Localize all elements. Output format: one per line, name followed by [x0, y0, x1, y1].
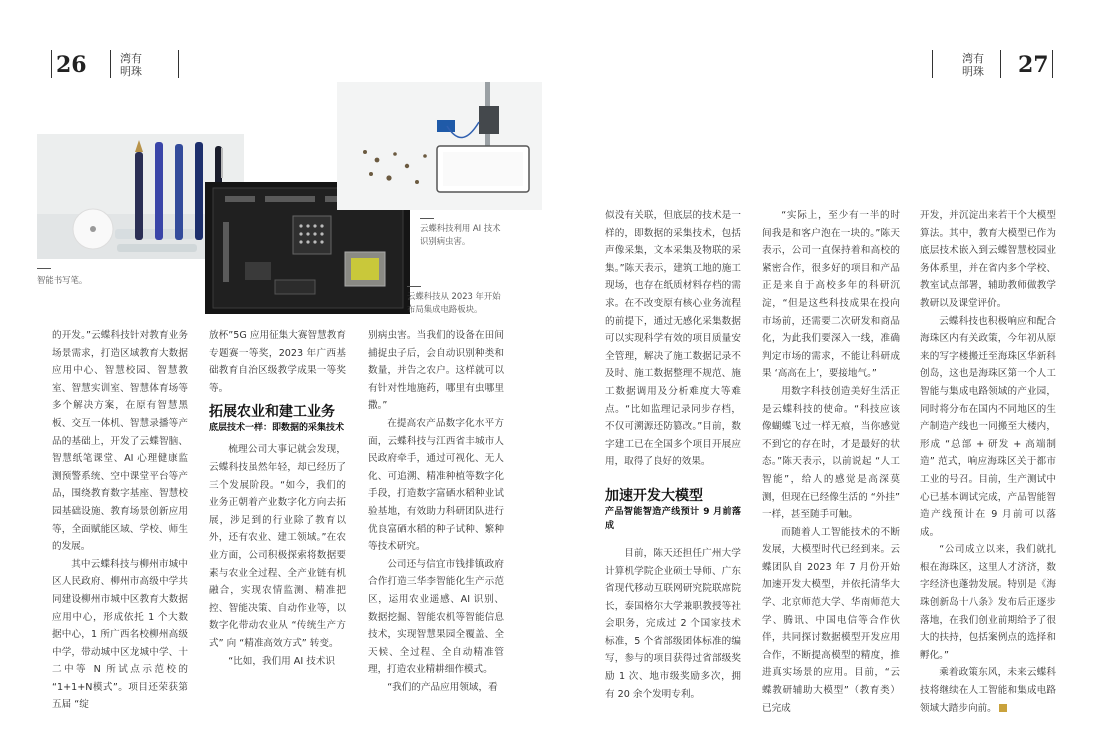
article-column-3	[368, 327, 504, 696]
header-divider	[1052, 50, 1053, 78]
section-title-left	[120, 52, 142, 78]
left-page-number: 26	[56, 52, 87, 78]
header-divider	[178, 50, 179, 78]
paragraph: 开发，并沉淀出来若干个大模型算法。其中，教育大模型已作为底层技术嵌入到云蝶智慧校园业务体系里，并在省内多个学校、教室试点部署，辅助教师做教学教研以及课堂评价。	[920, 210, 1056, 309]
insect-caption: 云蝶科技利用 AI 技术识别病虫害。	[420, 223, 501, 246]
article-column-1	[52, 327, 188, 714]
section-title-line: 明珠	[120, 65, 142, 78]
header-divider	[51, 50, 52, 78]
paragraph: 放杯”5G 应用征集大赛智慧教育专题赛一等奖，2023 年广西基础教育自治区级教学成果一等奖等。	[209, 330, 346, 394]
caption-marker	[37, 268, 51, 269]
section-subheading: 底层技术一样：即数据的采集技术	[209, 423, 345, 434]
header-divider	[1000, 50, 1001, 78]
pens-caption: 智能书写笔。	[37, 275, 88, 285]
section-title-line: 明珠	[962, 65, 984, 78]
board-caption: 云蝶科技从 2023 年开始布局集成电路板块。	[407, 291, 501, 314]
paragraph: 云蝶科技也积极响应和配合海珠区内有关政策，今年初从原来的写字楼搬迁至海珠区华新科创岛，这也是海珠区第一个人工智能与集成电路领域的产业园，同时将分布在国内不同地区的生产制造产线也一同搬至大楼内，形成 “总部 + 研发 + 高端制造” 范式，响应海珠区关于都市工业的号召。目前，生产测试中心已基本调试完成，产品智能智造产线预计在 9 月前可以落成。	[920, 315, 1056, 538]
section-heading: 拓展农业和建工业务	[209, 404, 335, 421]
paragraph: “我们的产品应用领域，看	[387, 681, 498, 693]
paragraph: “比如，我们用 AI 技术识	[228, 655, 335, 667]
section-subheading: 产品智能智造产线预计 9 月前落成	[605, 506, 741, 531]
section-title-line: 湾有	[120, 52, 142, 65]
end-mark-icon	[999, 704, 1007, 712]
paragraph: 在提高农产品数字化水平方面，云蝶科技与江西省丰城市人民政府牵手，通过可视化、无人化、可追溯、精准种植等数字化手段，打造数字富硒水稻种业试验基地，有效助力科研团队进行优良富硒水稻的种子试种、繁种等技术研究。	[368, 417, 504, 553]
caption-marker	[420, 218, 434, 219]
paragraph: 其中云蝶科技与柳州市城中区人民政府、柳州市高级中学共同建设柳州市城中区教育大数据应用中心，形成依托 1 个大数据中心，1 所广西名校柳州高级中学，带动城中区龙城中学、十二中等 N 所试点示范校的 “1+1+N模式”。项目还荣获第五届 “绽	[52, 558, 188, 711]
section-title-right	[962, 52, 984, 78]
insect-detection-device-photo	[337, 82, 542, 210]
paragraph: 目前，陈天还担任广州大学计算机学院企业硕士导师、广东省现代移动互联网研究院联席院长，泰国格尔大学兼职教授等社会职务，完成过 2 个国家技术标准，5 个省部级团体标准的编写，参与的项目获得过省部级奖励 1 次、地市级奖励多次，拥有 20 余个发明专利。	[605, 547, 741, 700]
article-column-2	[209, 327, 346, 670]
paragraph: 用数字科技创造美好生活正是云蝶科技的使命。“科技应该像蝴蝶飞过一样无痕，当你感觉不到它的存在时，才是最好的状态。”陈天表示，以前说起 “人工智能”，给人的感觉是高深莫测，但现在已经像生活的 “外挂” 一样，甚至随手可触。	[762, 385, 900, 521]
article-column-6	[920, 207, 1056, 717]
caption-marker	[407, 286, 421, 287]
paragraph: 而随着人工智能技术的不断发展，大模型时代已经到来。云蝶团队自 2023 年 7 月份开始加速开发大模型，并依托清华大学、北京师范大学、华南师范大学、腾讯、中国电信等合作伙伴，共同探讨数据模型开发应用合作，不断提高模型的精度，推进真实场景的应用。目前，“云蝶教研辅助大模型”（教育类）已完成	[762, 526, 900, 714]
paragraph: 似没有关联，但底层的技术是一样的，即数据的采集技术，包括声像采集，文本采集及物联的采集。”陈天表示，建筑工地的施工现场，也存在纸质材料存档的需求。在不改变原有核心业务流程的前提下，通过无感化采集数据可以实现科学有效的项目质量安全管理，解决了施工数据记录不及时、施工数据整理不规范、施工数据调用及分析难度大等难点。“比如监理记录同步存档，不仅可溯源还防篡改。”目前，数字建工已在全国多个项目开展应用，取得了良好的效果。	[605, 210, 741, 468]
paragraph: “公司成立以来，我们就扎根在海珠区，这里人才济济，数字经济也蓬勃发展。特别是《海珠创新岛十八条》发布后正逐步落地，在我们创业前期给予了很大的扶持，包括案例点的选择和孵化。”	[920, 544, 1056, 661]
section-title-line: 湾有	[962, 52, 984, 65]
right-page-number: 27	[1018, 52, 1049, 78]
section-heading: 加速开发大模型	[605, 487, 703, 504]
paragraph: 的开发。”云蝶科技针对教育业务场景需求，打造区域教育大数据应用中心、智慧校园、智慧教室、智慧实训室、智慧体育场等多个解决方案，在原有智慧黑板、交互一体机、智慧录播等产品的基础上，开发了云蝶智脑、智慧纸笔课堂、AI 心理健康监测预警系统、空中课堂平台等产品，围绕教育数字基座、智慧校园基础设施、教育场景创新应用等，全面赋能区域、学校、师生的发展。	[52, 330, 188, 553]
paragraph: “实际上，至少有一半的时间我是和客户泡在一块的。”陈天表示，公司一直保持着和高校的紧密合作，很多好的项目和产品正是来自于高校多年的科研沉淀，“但是这些科技成果在投向市场前，还需要二次研发和商品化，为此我们要深入一线，准确判定市场的需求，不能让科研成果 ‘高高在上’，要接地气。”	[762, 210, 900, 380]
header-divider	[110, 50, 111, 78]
article-column-5	[762, 207, 900, 717]
paragraph: 公司还与信宜市钱排镇政府合作打造三华李智能化生产示范区，运用农业遥感、AI 识别、数据挖掘、智能农机等智能信息技术，实现智慧果园全覆盖、全天候、全过程、全自动精准管理，打造农业精耕细作模式。	[368, 558, 504, 676]
paragraph: 乘着政策东风，未来云蝶科技将继续在人工智能和集成电路领域大踏步向前。	[920, 667, 1056, 714]
paragraph: 别病虫害。当我们的设备在田间捕捉虫子后，会自动识别种类和数量，并告之农户。这样就可以有针对性地施药，哪里有虫哪里撒。”	[368, 330, 504, 412]
paragraph: 梳理公司大事记就会发现，云蝶科技虽然年轻，却已经历了三个发展阶段。“如今，我们的业务正朝着产业数字化方向去拓展，涉足到的行业除了教育以外，还有农业、建工领域。”在农业方面，公司积极探索将数据要素与农业全过程、全产业链有机融合，实现农情监测、精准把控、智能决策、自动作业等，以数字化带动农业从 “传统生产方式” 向 “精准高效方式” 转变。	[209, 444, 346, 649]
article-column-4	[605, 207, 741, 703]
header-divider	[932, 50, 933, 78]
